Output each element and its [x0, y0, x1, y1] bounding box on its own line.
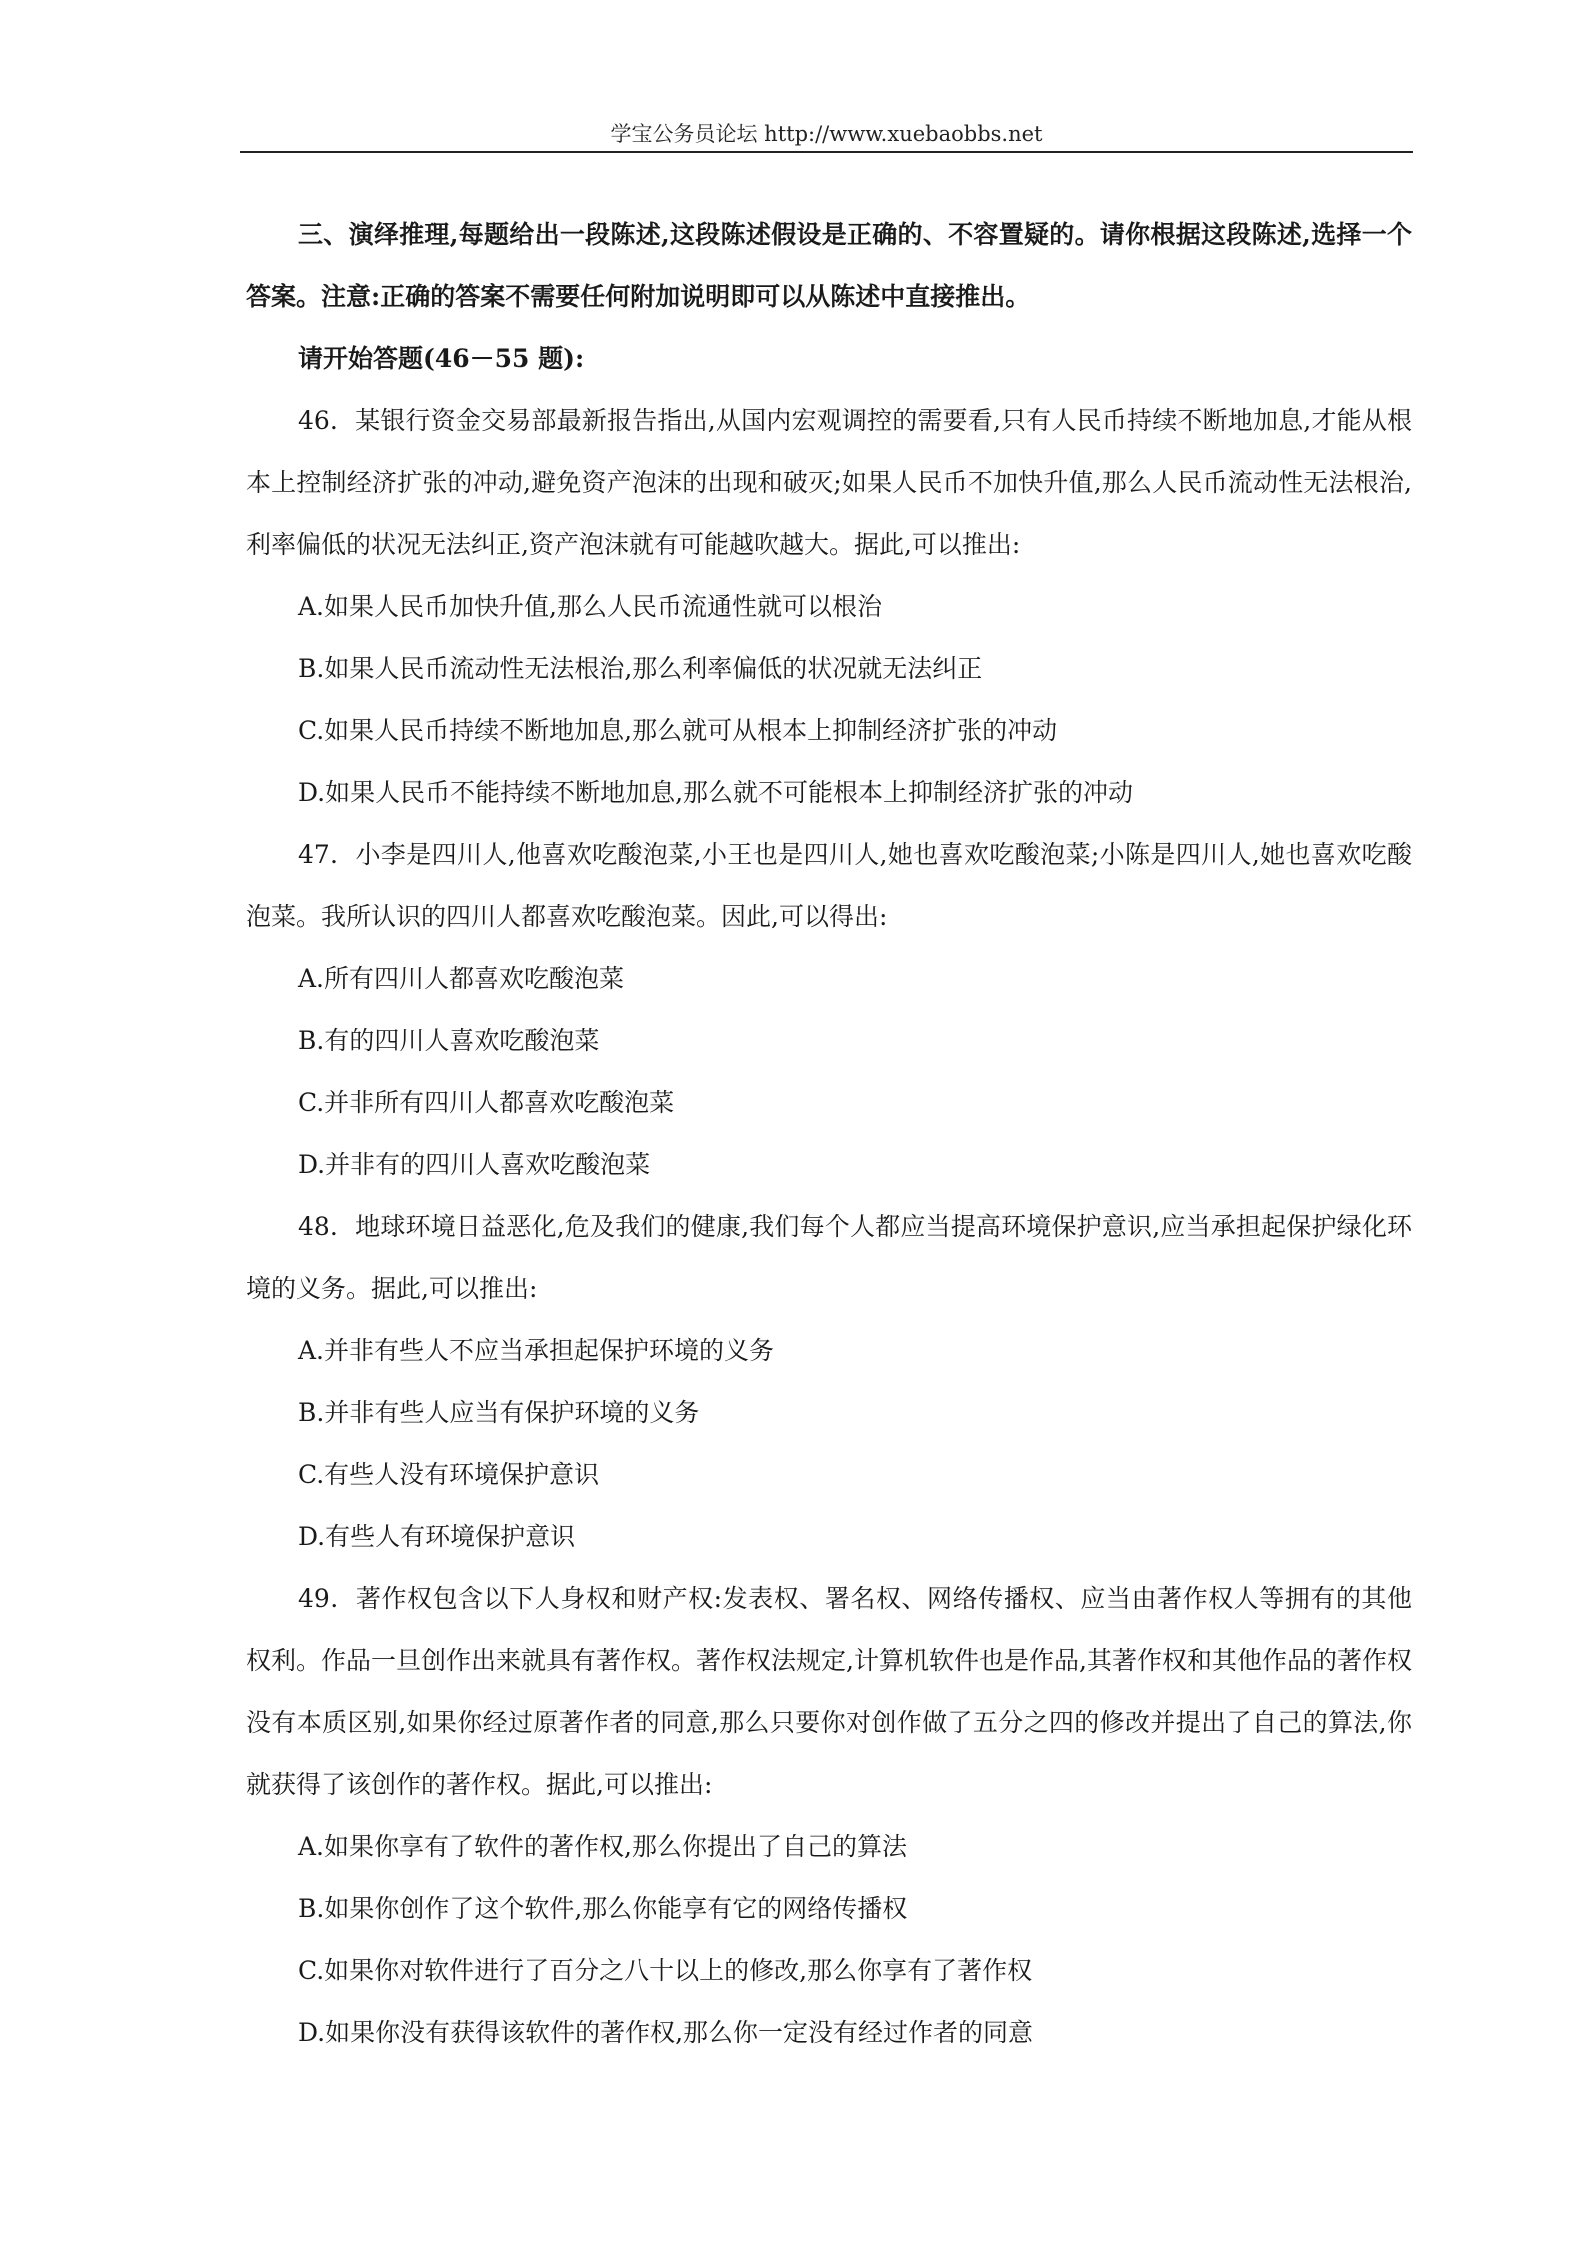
question-47 — [246, 824, 1412, 1196]
question-stem: 49．著作权包含以下人身权和财产权:发表权、署名权、网络传播权、应当由著作权人等拥有的其他权利。作品一旦创作出来就具有著作权。著作权法规定,计算机软件也是作品,其著作权和其他作品的著作权没有本质区别,如果你经过原著作者的同意,那么只要你对创作做了五分之四的修改并提出了自己的算法,你就获得了该创作的著作权。据此,可以推出: — [246, 1584, 1412, 1799]
option-c: C.有些人没有环境保护意识 — [298, 1460, 600, 1489]
option-d: D.有些人有环境保护意识 — [298, 1522, 576, 1551]
option-b: B.有的四川人喜欢吃酸泡菜 — [298, 1026, 600, 1055]
option-a: A.并非有些人不应当承担起保护环境的义务 — [298, 1336, 775, 1365]
question-stem: 47．小李是四川人,他喜欢吃酸泡菜,小王也是四川人,她也喜欢吃酸泡菜;小陈是四川人,她也喜欢吃酸泡菜。我所认识的四川人都喜欢吃酸泡菜。因此,可以得出: — [246, 840, 1412, 931]
option-b: B.并非有些人应当有保护环境的义务 — [298, 1398, 700, 1427]
option-a: A.如果人民币加快升值,那么人民币流通性就可以根治 — [298, 592, 882, 621]
start-label: 请开始答题(46－55 题): — [298, 344, 585, 373]
header-rule — [240, 151, 1413, 153]
document-body — [246, 204, 1412, 2064]
option-a: A.如果你享有了软件的著作权,那么你提出了自己的算法 — [298, 1832, 907, 1861]
question-stem: 46．某银行资金交易部最新报告指出,从国内宏观调控的需要看,只有人民币持续不断地加息,才能从根本上控制经济扩张的冲动,避免资产泡沫的出现和破灭;如果人民币不加快升值,那么人民币流动性无法根治,利率偏低的状况无法纠正,资产泡沫就有可能越吹越大。据此,可以推出: — [246, 406, 1412, 559]
question-49 — [246, 1568, 1412, 2064]
option-b: B.如果人民币流动性无法根治,那么利率偏低的状况就无法纠正 — [298, 654, 983, 683]
option-c: C.并非所有四川人都喜欢吃酸泡菜 — [298, 1088, 675, 1117]
option-b: B.如果你创作了这个软件,那么你能享有它的网络传播权 — [298, 1894, 908, 1923]
option-c: C.如果人民币持续不断地加息,那么就可从根本上抑制经济扩张的冲动 — [298, 716, 1058, 745]
option-d: D.如果你没有获得该软件的著作权,那么你一定没有经过作者的同意 — [298, 2018, 1034, 2047]
option-a: A.所有四川人都喜欢吃酸泡菜 — [298, 964, 625, 993]
option-d: D.如果人民币不能持续不断地加息,那么就不可能根本上抑制经济扩张的冲动 — [298, 778, 1134, 807]
question-48 — [246, 1196, 1412, 1568]
option-c: C.如果你对软件进行了百分之八十以上的修改,那么你享有了著作权 — [298, 1956, 1033, 1985]
section-instructions: 三、演绎推理,每题给出一段陈述,这段陈述假设是正确的、不容置疑的。请你根据这段陈述,选择一个答案。注意:正确的答案不需要任何附加说明即可以从陈述中直接推出。 — [246, 220, 1412, 311]
question-stem: 48．地球环境日益恶化,危及我们的健康,我们每个人都应当提高环境保护意识,应当承担起保护绿化环境的义务。据此,可以推出: — [246, 1212, 1412, 1303]
question-46 — [246, 390, 1412, 824]
page-header: 学宝公务员论坛 http://www.xuebaobbs.net — [610, 122, 1043, 146]
option-d: D.并非有的四川人喜欢吃酸泡菜 — [298, 1150, 651, 1179]
